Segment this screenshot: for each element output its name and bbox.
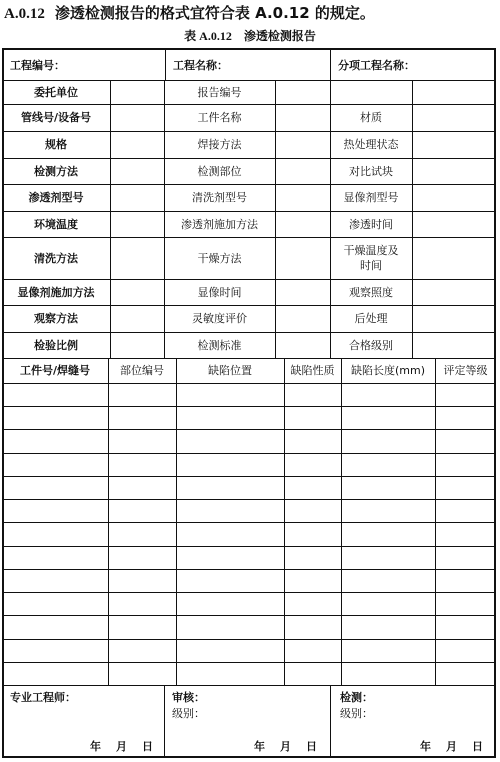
- result-cell[interactable]: [108, 499, 176, 522]
- result-cell[interactable]: [2, 499, 108, 522]
- result-cell[interactable]: [2, 406, 108, 429]
- result-cell[interactable]: [176, 383, 284, 406]
- column-divider: [164, 685, 165, 758]
- field-value[interactable]: [412, 104, 496, 131]
- month-label: 月: [446, 740, 458, 753]
- field-value[interactable]: [275, 211, 330, 237]
- field-value[interactable]: [110, 80, 164, 104]
- result-cell[interactable]: [176, 639, 284, 662]
- result-cell[interactable]: [435, 383, 496, 406]
- field-label: 委托单位: [34, 85, 78, 99]
- field-value[interactable]: [110, 279, 164, 305]
- result-cell[interactable]: [176, 476, 284, 499]
- result-cell[interactable]: [341, 546, 435, 569]
- result-cell[interactable]: [435, 615, 496, 638]
- field-label: 显像时间: [197, 285, 242, 299]
- result-cell[interactable]: [341, 429, 435, 452]
- field-label: 显像剂施加方法: [17, 285, 95, 299]
- result-cell[interactable]: [2, 383, 108, 406]
- result-cell[interactable]: [341, 592, 435, 615]
- result-cell[interactable]: [284, 406, 341, 429]
- field-value[interactable]: [110, 104, 164, 131]
- field-label: 渗透时间: [349, 217, 393, 231]
- field-label: 对比试块: [349, 164, 393, 178]
- result-cell[interactable]: [108, 383, 176, 406]
- field-value[interactable]: [110, 158, 164, 184]
- month-label: 月: [280, 740, 292, 753]
- field-label: 检测方法: [34, 164, 78, 178]
- field-label: 材质: [360, 111, 382, 124]
- result-cell[interactable]: [435, 662, 496, 685]
- field-label: 清洗剂型号: [192, 191, 247, 204]
- section-text: 渗透检测报告的格式宜符合表 A.0.12 的规定。: [54, 4, 375, 22]
- day-label: 日: [472, 740, 484, 753]
- result-cell[interactable]: [435, 429, 496, 452]
- engineer-label: 专业工程师：: [10, 691, 76, 704]
- result-cell[interactable]: [284, 546, 341, 569]
- result-column-header: 缺陷性质: [290, 364, 335, 377]
- inspect-level-label: 级别：: [340, 707, 373, 720]
- field-label: 检测标准: [197, 338, 242, 352]
- result-column-header: 缺陷位置: [208, 364, 252, 377]
- result-cell[interactable]: [341, 476, 435, 499]
- result-cell[interactable]: [176, 662, 284, 685]
- column-divider: [330, 685, 331, 758]
- result-cell[interactable]: [2, 662, 108, 685]
- result-cell[interactable]: [176, 569, 284, 592]
- result-cell[interactable]: [341, 639, 435, 662]
- result-cell[interactable]: [341, 615, 435, 638]
- section-heading: [4, 2, 375, 23]
- inspect-date: [406, 738, 484, 754]
- field-value[interactable]: [275, 237, 330, 279]
- field-value[interactable]: [412, 237, 496, 279]
- year-label: 年: [90, 740, 102, 753]
- result-cell[interactable]: [176, 615, 284, 638]
- day-label: 日: [142, 740, 154, 753]
- result-cell[interactable]: [435, 476, 496, 499]
- field-value[interactable]: [275, 158, 330, 184]
- result-cell[interactable]: [341, 499, 435, 522]
- table-title: 渗透检测报告: [243, 29, 316, 43]
- result-cell[interactable]: [2, 639, 108, 662]
- result-cell[interactable]: [176, 499, 284, 522]
- field-value[interactable]: [110, 131, 164, 158]
- result-cell[interactable]: [2, 522, 108, 545]
- result-cell[interactable]: [435, 639, 496, 662]
- inspect-sign: [340, 690, 373, 722]
- year-label: 年: [254, 740, 266, 753]
- result-cell[interactable]: [341, 569, 435, 592]
- field-label: 后处理: [354, 312, 388, 325]
- result-cell[interactable]: [284, 569, 341, 592]
- table-number: 表 A.0.12: [184, 29, 232, 43]
- result-cell[interactable]: [435, 522, 496, 545]
- field-value[interactable]: [110, 305, 164, 332]
- result-cell[interactable]: [341, 406, 435, 429]
- month-label: 月: [116, 740, 128, 753]
- result-cell[interactable]: [284, 453, 341, 476]
- row-divider: [2, 685, 496, 686]
- section-number: A.0.12: [4, 6, 45, 22]
- result-cell[interactable]: [176, 453, 284, 476]
- field-value[interactable]: [275, 332, 330, 358]
- field-label: 显像剂型号: [343, 191, 399, 204]
- field-value[interactable]: [412, 184, 496, 211]
- result-cell[interactable]: [2, 476, 108, 499]
- field-value[interactable]: [110, 332, 164, 358]
- result-column-header: 缺陷长度(mm): [350, 364, 425, 377]
- field-label: 规格: [45, 138, 67, 151]
- field-label: 观察方法: [34, 312, 78, 325]
- result-cell[interactable]: [108, 522, 176, 545]
- field-value[interactable]: [110, 184, 164, 211]
- field-label: 干燥温度及 时间: [343, 244, 399, 272]
- field-label: 工件名称: [197, 111, 242, 124]
- field-value[interactable]: [275, 305, 330, 332]
- result-cell[interactable]: [2, 546, 108, 569]
- result-cell[interactable]: [108, 429, 176, 452]
- result-cell[interactable]: [108, 662, 176, 685]
- field-label: 检测部位: [197, 164, 242, 178]
- result-cell[interactable]: [435, 453, 496, 476]
- result-cell[interactable]: [108, 546, 176, 569]
- result-cell[interactable]: [176, 429, 284, 452]
- field-value[interactable]: [275, 80, 330, 104]
- field-label: 报告编号: [197, 85, 242, 99]
- field-value[interactable]: [412, 131, 496, 158]
- result-cell[interactable]: [176, 406, 284, 429]
- result-cell[interactable]: [176, 522, 284, 545]
- result-cell[interactable]: [284, 662, 341, 685]
- result-cell[interactable]: [108, 406, 176, 429]
- field-label: 热处理状态: [343, 138, 399, 151]
- result-cell[interactable]: [284, 429, 341, 452]
- result-cell[interactable]: [108, 476, 176, 499]
- review-date: [240, 738, 318, 754]
- review-level-label: 级别：: [172, 707, 205, 720]
- result-cell[interactable]: [341, 522, 435, 545]
- sub-project-name-label: 分项工程名称：: [338, 58, 415, 72]
- result-cell[interactable]: [176, 546, 284, 569]
- project-name-label: 工程名称：: [173, 58, 228, 72]
- field-value[interactable]: [412, 332, 496, 358]
- field-value[interactable]: [275, 279, 330, 305]
- field-value[interactable]: [275, 184, 330, 211]
- field-value[interactable]: [412, 158, 496, 184]
- result-cell[interactable]: [341, 662, 435, 685]
- result-cell[interactable]: [435, 592, 496, 615]
- review-sign: [172, 690, 205, 722]
- result-cell[interactable]: [176, 592, 284, 615]
- field-value[interactable]: [412, 305, 496, 332]
- field-value[interactable]: [110, 211, 164, 237]
- inspect-label: 检测：: [340, 691, 373, 704]
- field-label: 检验比例: [34, 338, 78, 352]
- result-cell[interactable]: [284, 499, 341, 522]
- field-value[interactable]: [412, 80, 496, 104]
- result-column-header: 工件号/焊缝号: [19, 364, 91, 377]
- result-cell[interactable]: [2, 453, 108, 476]
- result-cell[interactable]: [435, 546, 496, 569]
- result-cell[interactable]: [2, 429, 108, 452]
- review-label: 审核：: [172, 691, 205, 704]
- result-cell[interactable]: [435, 499, 496, 522]
- result-cell[interactable]: [284, 639, 341, 662]
- field-label: 灵敏度评价: [192, 312, 247, 325]
- result-column-header: 评定等级: [443, 364, 488, 377]
- result-cell[interactable]: [108, 569, 176, 592]
- result-cell[interactable]: [108, 453, 176, 476]
- day-label: 日: [306, 740, 318, 753]
- result-cell[interactable]: [2, 569, 108, 592]
- result-cell[interactable]: [108, 615, 176, 638]
- result-cell[interactable]: [435, 406, 496, 429]
- engineer-sign: [10, 690, 76, 706]
- result-cell[interactable]: [341, 383, 435, 406]
- result-cell[interactable]: [108, 592, 176, 615]
- field-value[interactable]: [110, 237, 164, 279]
- result-cell[interactable]: [284, 383, 341, 406]
- field-label: 环境温度: [34, 217, 78, 231]
- result-cell[interactable]: [284, 592, 341, 615]
- field-value[interactable]: [275, 131, 330, 158]
- field-label: 观察照度: [349, 285, 393, 299]
- field-label: 渗透剂施加方法: [181, 217, 258, 231]
- field-label: 干燥方法: [197, 251, 242, 265]
- field-label: 合格级别: [349, 338, 393, 352]
- result-cell[interactable]: [2, 592, 108, 615]
- field-value[interactable]: [412, 211, 496, 237]
- result-cell[interactable]: [2, 615, 108, 638]
- project-number-label: 工程编号：: [10, 58, 65, 72]
- result-cell[interactable]: [435, 569, 496, 592]
- year-label: 年: [420, 740, 432, 753]
- result-cell[interactable]: [341, 453, 435, 476]
- engineer-date: [76, 738, 154, 754]
- result-cell[interactable]: [108, 639, 176, 662]
- field-label: 清洗方法: [34, 251, 78, 265]
- result-cell[interactable]: [284, 522, 341, 545]
- field-value[interactable]: [412, 279, 496, 305]
- result-column-header: 部位编号: [120, 364, 164, 377]
- field-label: 焊接方法: [197, 138, 242, 151]
- table-caption: [0, 27, 500, 44]
- result-cell[interactable]: [284, 476, 341, 499]
- field-label: 管线号/设备号: [20, 111, 92, 124]
- field-label: 渗透剂型号: [28, 191, 84, 204]
- field-value[interactable]: [275, 104, 330, 131]
- result-cell[interactable]: [284, 615, 341, 638]
